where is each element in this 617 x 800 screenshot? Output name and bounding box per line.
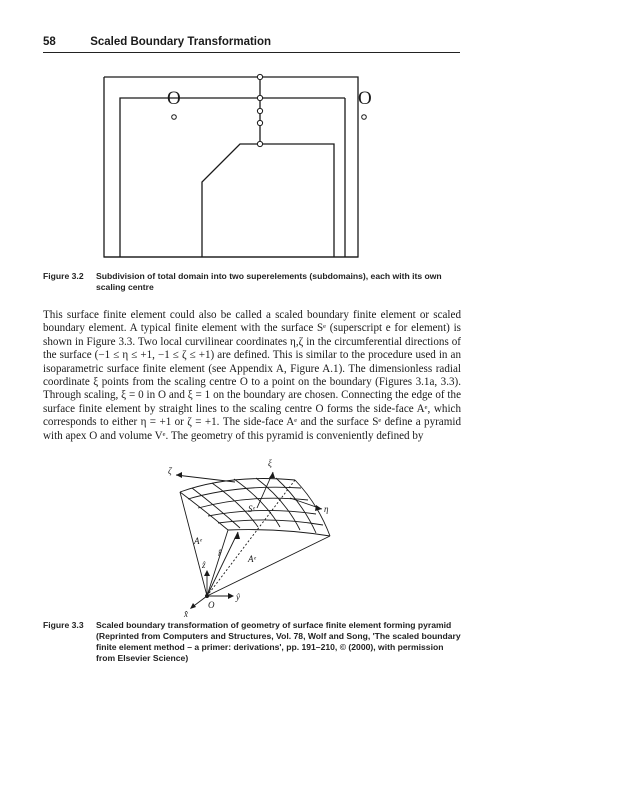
node bbox=[257, 141, 262, 146]
node bbox=[257, 108, 262, 113]
node bbox=[257, 74, 262, 79]
scaling-centre-left bbox=[172, 115, 177, 120]
right-marker: O bbox=[358, 88, 372, 109]
surface-edge-top bbox=[180, 479, 295, 493]
label-side-face-right: Aᵉ bbox=[248, 554, 256, 564]
left-marker: O bbox=[167, 88, 181, 109]
zeta-axis bbox=[176, 475, 235, 482]
grid-line bbox=[276, 478, 316, 533]
label-origin: O bbox=[208, 600, 215, 610]
origin-point bbox=[205, 594, 209, 598]
xi-arrow-icon bbox=[269, 472, 275, 478]
radial-vector bbox=[207, 532, 238, 596]
figure-3-2-caption bbox=[43, 271, 463, 293]
z-arrow-icon bbox=[204, 570, 210, 576]
running-header bbox=[43, 36, 460, 53]
node bbox=[257, 95, 262, 100]
label-r: r̂ bbox=[218, 548, 222, 558]
x-arrow-icon bbox=[190, 603, 196, 609]
page-number: 58 bbox=[43, 36, 56, 48]
step-boundary bbox=[202, 144, 260, 257]
figure-3-2-domain-diagram bbox=[100, 74, 372, 264]
label-xi: ξ bbox=[268, 458, 272, 468]
figure-3-2-label: Figure 3.2 bbox=[43, 271, 84, 281]
node bbox=[257, 120, 262, 125]
running-title: Scaled Boundary Transformation bbox=[90, 36, 272, 48]
grid-line bbox=[188, 487, 301, 499]
figure-3-3-caption bbox=[43, 620, 463, 664]
body-paragraph bbox=[43, 309, 461, 443]
pyramid-edge-hidden bbox=[207, 480, 295, 596]
scaling-centre-right bbox=[362, 115, 367, 120]
figure-3-3-label: Figure 3.3 bbox=[43, 620, 84, 630]
figure-3-2-caption-text: Subdivision of total domain into two superelements (subdomains), each with its own scaling centre bbox=[96, 271, 442, 292]
label-y: ŷ bbox=[236, 592, 240, 602]
zeta-arrow-icon bbox=[176, 472, 182, 478]
pyramid-edge bbox=[207, 536, 330, 596]
inner-boundary bbox=[120, 98, 345, 257]
label-z: ẑ bbox=[202, 560, 206, 570]
label-x: x̂ bbox=[184, 609, 188, 619]
y-arrow-icon bbox=[228, 593, 234, 599]
figure-3-3-pyramid-diagram bbox=[160, 458, 350, 618]
grid-line bbox=[208, 510, 316, 516]
paragraph-text: This surface finite element could also be called a scaled boundary finite element or scaled boundary element. A typical finite element with the surface Sᵉ (superscript e for element) is shown in Figure 3.3. Two local curvilinear coordinates η,ζ in the circumferential directions of the surface (−1 ≤ η ≤ +1, −1 ≤ ζ ≤ +1) are defined. This is similar to the procedure used in an isoparametric surface finite element (see Appendix A, Figure A.1). The dimensionless radial coordinate ξ points from the scaling centre O to a point on the boundary (Figures 3.1a, 3.3). Through scaling, ξ = 0 in O and ξ = 1 on the boundary are chosen. Connecting the edge of the surface finite element by straight lines to the scaling centre O forms the side-face Aᵉ, which corresponds to either η = +1 or ζ = +1. The side-face Aᵉ and the surface Sᵉ define a pyramid with apex O and volume Vᵉ. The geometry of this pyramid is conveniently defined by bbox=[43, 309, 461, 442]
label-surface: Sᵉ bbox=[248, 504, 255, 514]
label-side-face-left: Aᵉ bbox=[194, 536, 202, 546]
label-eta: η bbox=[324, 504, 329, 514]
figure-3-3-caption-text: Scaled boundary transformation of geometry of surface finite element forming pyramid (Reprinted from Computers and Structures, Vol. 78, Wolf and Song, 'The scaled boundary finite element method – a primer: derivations', pp. 191–210, © (2000), with permission from Elsevier Science) bbox=[96, 620, 461, 663]
domain-outline bbox=[104, 77, 358, 257]
pyramid-edge bbox=[207, 530, 228, 596]
step-boundary-right bbox=[260, 144, 334, 257]
eta-arrow-icon bbox=[315, 505, 322, 511]
label-zeta: ζ bbox=[168, 466, 172, 476]
